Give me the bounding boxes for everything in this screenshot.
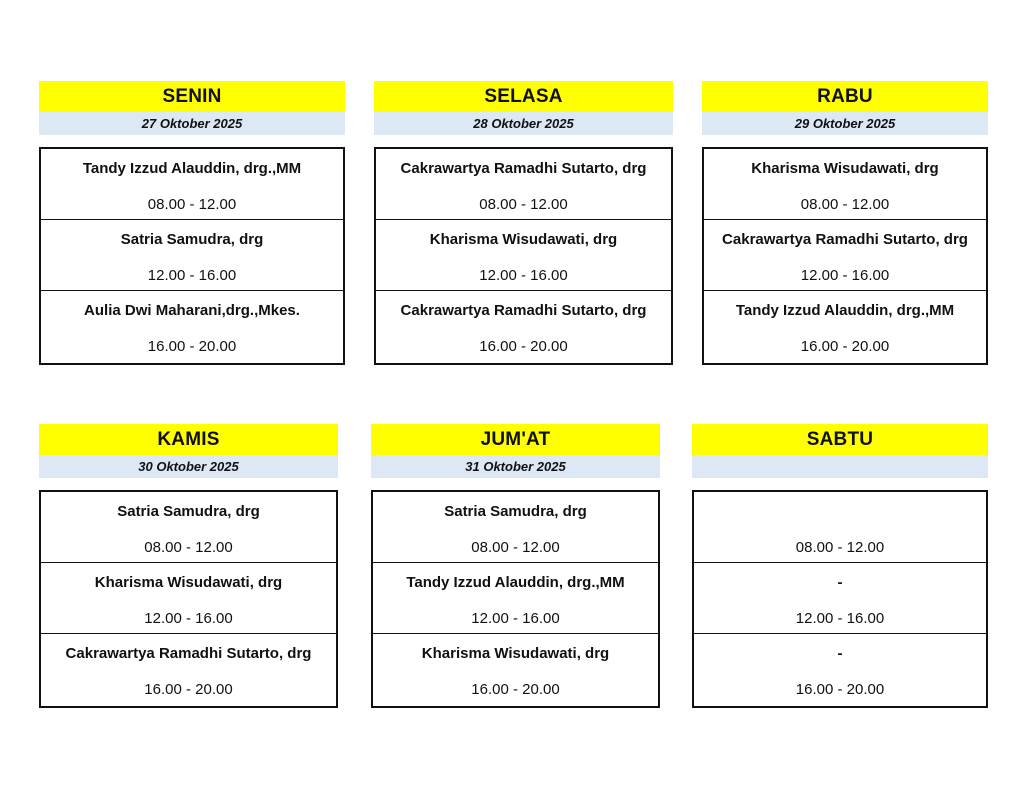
slot-time: 16.00 - 20.00 [800,338,890,355]
slot-row [41,492,336,563]
slot-row [41,291,343,363]
day-name: SABTU [692,424,988,455]
doctor-name: Tandy Izzud Alauddin, drg.,MM [82,160,302,177]
day-selasa [374,81,673,366]
slot-time: 16.00 - 20.00 [479,338,568,355]
day-date: 31 Oktober 2025 [371,455,660,478]
slot-time: 12.00 - 16.00 [800,267,890,284]
day-date: 27 Oktober 2025 [39,112,345,135]
slot-time: 16.00 - 20.00 [144,681,233,698]
doctor-name: Cakrawartya Ramadhi Sutarto, drg [722,231,968,248]
slot-table [692,490,988,708]
doctor-name: - [837,574,843,591]
doctor-name: Satria Samudra, drg [117,503,260,520]
slot-row [41,634,336,706]
slot-row [373,634,658,706]
day-sabtu [692,424,988,709]
slot-time: 12.00 - 16.00 [479,267,568,284]
doctor-name: Cakrawartya Ramadhi Sutarto, drg [400,160,647,177]
slot-time: 12.00 - 16.00 [795,610,885,627]
slot-time: 16.00 - 20.00 [471,681,560,698]
slot-time: 08.00 - 12.00 [479,196,568,213]
slot-time: 08.00 - 12.00 [471,539,560,556]
slot-row [373,492,658,563]
slot-row [694,563,986,634]
day-name: SENIN [39,81,345,112]
slot-row [694,634,986,706]
slot-time: 12.00 - 16.00 [471,610,560,627]
slot-table [374,147,673,365]
slot-time: 08.00 - 12.00 [144,539,233,556]
slot-row [41,220,343,291]
doctor-name: Kharisma Wisudawati, drg [94,574,283,591]
day-rabu [702,81,988,366]
slot-row [376,149,671,220]
day-date [692,455,988,478]
slot-row [704,149,986,220]
slot-time: 12.00 - 16.00 [144,610,233,627]
day-name: KAMIS [39,424,338,455]
doctor-name: Satria Samudra, drg [444,503,587,520]
slot-row [376,291,671,363]
slot-time: 08.00 - 12.00 [147,196,237,213]
slot-time: 16.00 - 20.00 [147,338,237,355]
day-date: 29 Oktober 2025 [702,112,988,135]
doctor-name: Kharisma Wisudawati, drg [421,645,610,662]
slot-time: 08.00 - 12.00 [800,196,890,213]
doctor-name: Kharisma Wisudawati, drg [751,160,939,177]
day-date: 30 Oktober 2025 [39,455,338,478]
slot-row [376,220,671,291]
slot-time: 12.00 - 16.00 [147,267,237,284]
day-senin [39,81,345,366]
slot-table [371,490,660,708]
slot-table [39,490,338,708]
doctor-name: Cakrawartya Ramadhi Sutarto, drg [65,645,312,662]
doctor-name: Tandy Izzud Alauddin, drg.,MM [406,574,625,591]
slot-row [373,563,658,634]
doctor-name: Cakrawartya Ramadhi Sutarto, drg [400,302,647,319]
slot-row [694,492,986,563]
doctor-name: Tandy Izzud Alauddin, drg.,MM [735,302,955,319]
slot-time: 08.00 - 12.00 [795,539,885,556]
slot-row [41,149,343,220]
day-name: JUM'AT [371,424,660,455]
day-kamis [39,424,338,709]
day-jumat [371,424,660,709]
slot-row [704,291,986,363]
doctor-name: - [837,645,843,662]
doctor-name: Satria Samudra, drg [120,231,264,248]
day-date: 28 Oktober 2025 [374,112,673,135]
slot-row [41,563,336,634]
doctor-name: Aulia Dwi Maharani,drg.,Mkes. [84,302,300,319]
slot-table [702,147,988,365]
slot-row [704,220,986,291]
slot-time: 16.00 - 20.00 [795,681,885,698]
slot-table [39,147,345,365]
day-name: RABU [702,81,988,112]
day-name: SELASA [374,81,673,112]
doctor-name: Kharisma Wisudawati, drg [429,231,618,248]
